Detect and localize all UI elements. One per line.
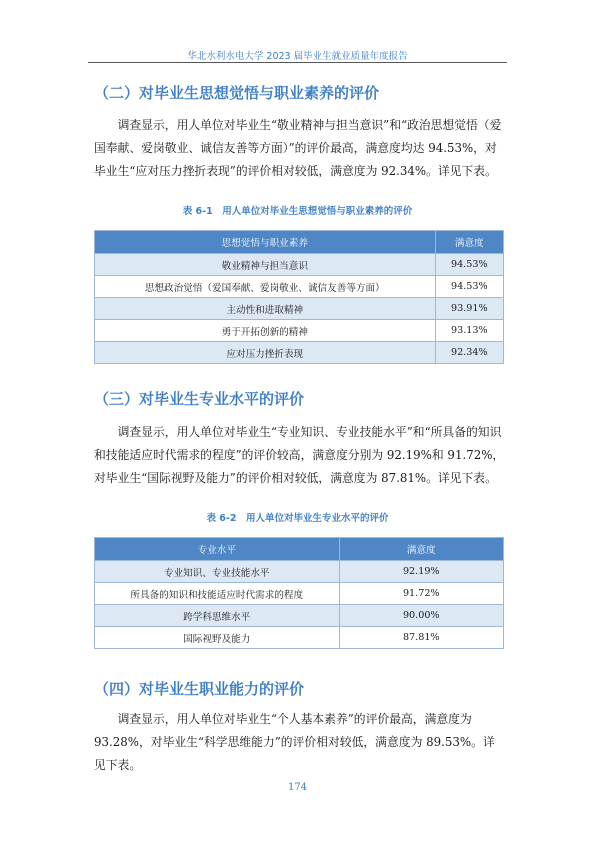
- table-row: [95, 320, 504, 342]
- table2-cell-value: 90.00%: [339, 605, 503, 627]
- table2-cell-value: 87.81%: [339, 627, 503, 649]
- table2-cell-value: 92.19%: [339, 561, 503, 583]
- table1-cell-item: 应对压力挫折表现: [95, 342, 436, 364]
- header-rule: [88, 62, 507, 63]
- table1-cell-item: 敬业精神与担当意识: [95, 254, 436, 276]
- section2-heading: （二）对毕业生思想觉悟与职业素养的评价: [94, 84, 380, 102]
- table1-cell-value: 93.91%: [435, 298, 503, 320]
- table2-cell-value: 91.72%: [339, 583, 503, 605]
- table2-cell-item: 跨学科思维水平: [95, 605, 340, 627]
- table-row: [95, 342, 504, 364]
- table2-cell-item: 国际视野及能力: [95, 627, 340, 649]
- table-row: [95, 298, 504, 320]
- table2-cell-item: 专业知识、专业技能水平: [95, 561, 340, 583]
- table1-cell-value: 94.53%: [435, 276, 503, 298]
- table1-caption: 表 6-1 用人单位对毕业生思想觉悟与职业素养的评价: [182, 206, 413, 217]
- table1-cell-item: 主动性和进取精神: [95, 298, 436, 320]
- table2-header-category: 专业水平: [95, 538, 340, 561]
- table2-caption: 表 6-2 用人单位对毕业生专业水平的评价: [206, 513, 389, 524]
- table-row: [95, 254, 504, 276]
- table1: [94, 230, 504, 364]
- table1-cell-value: 93.13%: [435, 320, 503, 342]
- table1-cell-item: 思想政治觉悟（爱国奉献、爱岗敬业、诚信友善等方面）: [95, 276, 436, 298]
- table-row: [95, 605, 504, 627]
- table1-header-category: 思想觉悟与职业素养: [95, 231, 436, 254]
- section4-paragraph: 调查显示，用人单位对毕业生“个人基本素养”的评价最高，满意度为 93.28%，对毕业生“科学思维能力”的评价相对较低，满意度为 89.53%。详见下表。: [94, 712, 495, 772]
- table2: [94, 537, 504, 649]
- table-row: [95, 583, 504, 605]
- table-row: [95, 276, 504, 298]
- section3-paragraph: 调查显示，用人单位对毕业生“专业知识、专业技能水平”和“所具备的知识和技能适应时代需求的程度”的评价较高，满意度分别为 92.19%和 91.72%，对毕业生“国际视野及能力”的评价相对较低，满意度为 87.81%。详见下表。: [94, 425, 505, 485]
- table1-cell-value: 94.53%: [435, 254, 503, 276]
- table1-cell-value: 92.34%: [435, 342, 503, 364]
- section2-paragraph: 调查显示，用人单位对毕业生“敬业精神与担当意识”和“政治思想觉悟（爱国奉献、爱岗敬业、诚信友善等方面）”的评价最高，满意度均达 94.53%，对毕业生“应对压力挫折表现”的评价相对较低，满意度为 92.34%。详见下表。: [94, 118, 502, 178]
- table2-cell-item: 所具备的知识和技能适应时代需求的程度: [95, 583, 340, 605]
- section3-heading: （三）对毕业生专业水平的评价: [94, 390, 305, 408]
- page-number: 174: [287, 782, 308, 793]
- page-header: 华北水利水电大学 2023 届毕业生就业质量年度报告: [187, 51, 408, 62]
- table-row: [95, 561, 504, 583]
- table-row: [95, 627, 504, 649]
- table1-header-satisfaction: 满意度: [435, 231, 503, 254]
- table2-header-satisfaction: 满意度: [339, 538, 503, 561]
- section4-heading: （四）对毕业生职业能力的评价: [94, 680, 305, 698]
- table1-cell-item: 勇于开拓创新的精神: [95, 320, 436, 342]
